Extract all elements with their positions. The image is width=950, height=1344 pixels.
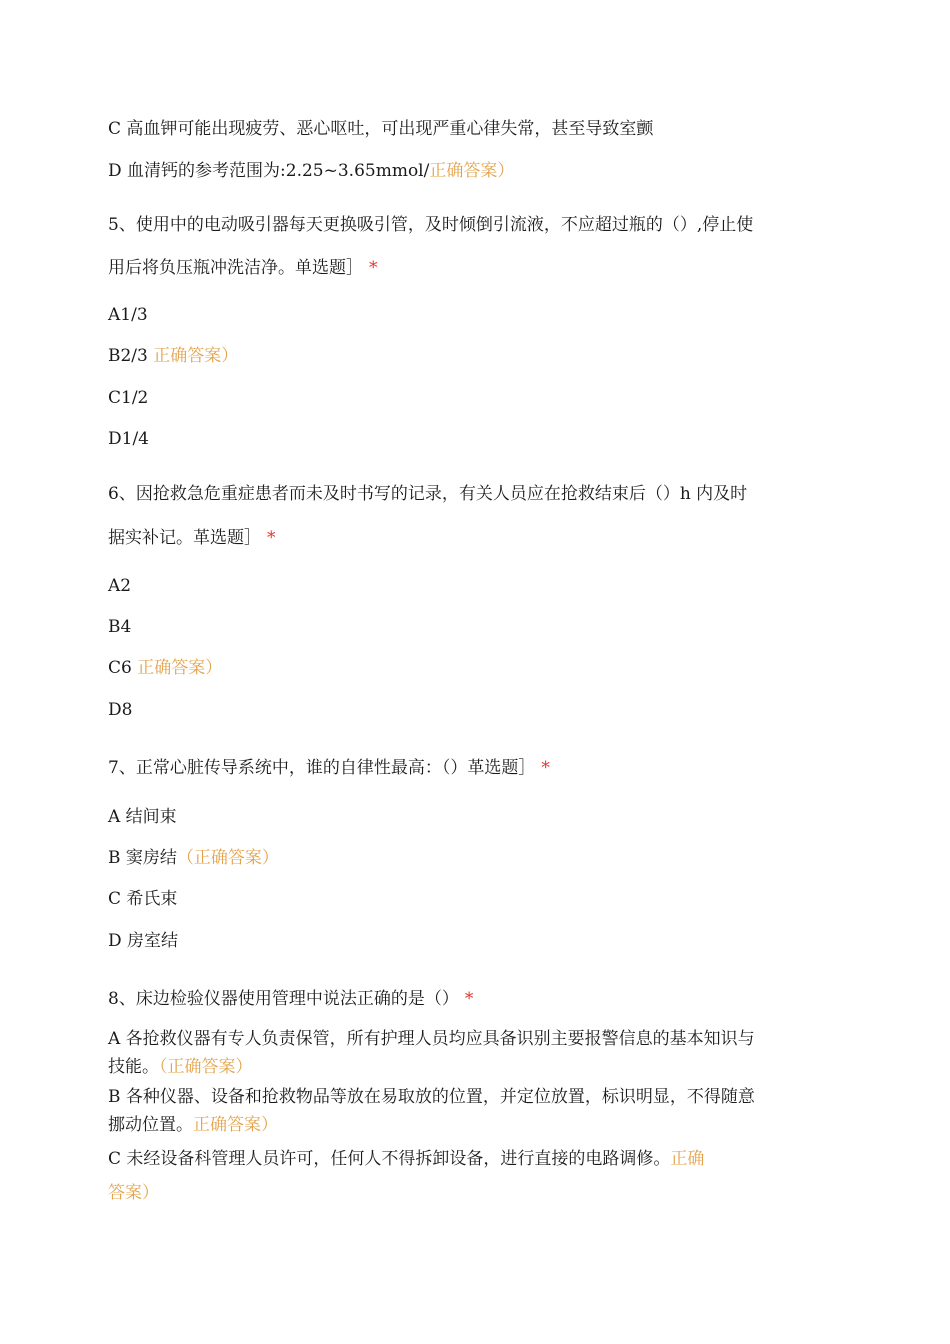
question-text: 6、因抢救急危重症患者而未及时书写的记录，有关人员应在抢救结束后（）h 内及时: [108, 484, 748, 504]
option-text: 挪动位置。: [108, 1115, 193, 1135]
option-text: C 希氏束: [108, 889, 178, 909]
option-text: B4: [108, 617, 132, 637]
question-8-option-b-line1: [108, 1085, 755, 1109]
option-c: [108, 117, 653, 141]
option-text: D8: [108, 700, 133, 720]
correct-answer-label: 答案）: [108, 1183, 159, 1203]
option-text: D1/4: [108, 429, 149, 449]
question-text: 5、使用中的电动吸引器每天更换吸引管，及时倾倒引流液，不应超过瓶的（）,停止使: [108, 215, 754, 235]
question-7-option-d: [108, 929, 178, 953]
required-star: *: [464, 989, 474, 1009]
option-text: 技能。: [108, 1057, 159, 1077]
question-5-option-a: [108, 303, 148, 327]
question-5-text-line1: [108, 213, 753, 237]
question-text: 7、正常心脏传导系统中，谁的自律性最高：（）革选题］: [108, 758, 536, 778]
option-text: B2/3: [108, 346, 148, 366]
question-5-option-d: [108, 427, 149, 451]
required-star: *: [369, 258, 378, 278]
option-text: C 未经设备科管理人员许可，任何人不得拆卸设备，进行直接的电路调修。: [108, 1149, 671, 1169]
question-7-option-b: [108, 846, 279, 870]
correct-answer-label: 正确: [670, 1149, 705, 1169]
question-6-text-line2: [108, 526, 276, 550]
option-text: C6: [108, 658, 132, 678]
option-text: A 各抢救仪器有专人负责保管，所有护理人员均应具备识别主要报警信息的基本知识与: [108, 1029, 755, 1049]
option-text: C1/2: [108, 388, 149, 408]
correct-answer-label: 正确答案）: [429, 161, 515, 181]
question-8-option-c-line2: [108, 1181, 159, 1205]
option-text: A2: [108, 576, 132, 596]
correct-answer-label: （正确答案）: [176, 848, 279, 868]
question-6-option-d: [108, 698, 132, 722]
question-text: 据实补记。革选题］: [108, 528, 261, 548]
question-5-text-line2: [108, 256, 378, 280]
question-8-option-a-line1: [108, 1027, 755, 1051]
option-text: B 窦房结: [108, 848, 177, 868]
question-6-text-line1: [108, 482, 747, 506]
option-text: D 房室结: [108, 931, 179, 951]
question-8-option-b-line2: [108, 1113, 278, 1137]
question-text: 8、床边检验仪器使用管理中说法正确的是（）: [108, 989, 459, 1009]
required-star: *: [541, 758, 550, 778]
question-text: 用后将负压瓶冲洗洁净。单选题］: [108, 258, 363, 278]
correct-answer-label: 正确答案）: [153, 346, 239, 366]
option-text: A 结间束: [108, 807, 177, 827]
option-text: B 各种仪器、设备和抢救物品等放在易取放的位置，并定位放置，标识明显，不得随意: [108, 1087, 755, 1107]
question-5-option-b: [108, 344, 238, 368]
question-6-option-c: [108, 656, 222, 680]
correct-answer-label: 正确答案）: [193, 1115, 278, 1135]
option-text: C 高血钾可能出现疲劳、恶心呕吐，可出现严重心律失常，甚至导致室颤: [108, 119, 654, 139]
question-6-option-b: [108, 615, 131, 639]
question-8-option-c-line1: [108, 1147, 704, 1171]
correct-answer-label: （正确答案）: [159, 1057, 253, 1077]
correct-answer-label: 正确答案）: [137, 658, 223, 678]
question-8-option-a-line2: [108, 1055, 253, 1079]
question-7-option-a: [108, 805, 177, 829]
option-d: [108, 159, 514, 183]
question-8-text: [108, 987, 473, 1011]
required-star: *: [267, 528, 276, 548]
question-5-option-c: [108, 386, 148, 410]
option-text: A1/3: [108, 305, 148, 325]
option-text: D 血清钙的参考范围为:2.25~3.65mmol/: [108, 161, 430, 181]
question-7-text: [108, 756, 550, 780]
question-6-option-a: [108, 574, 131, 598]
question-7-option-c: [108, 887, 177, 911]
